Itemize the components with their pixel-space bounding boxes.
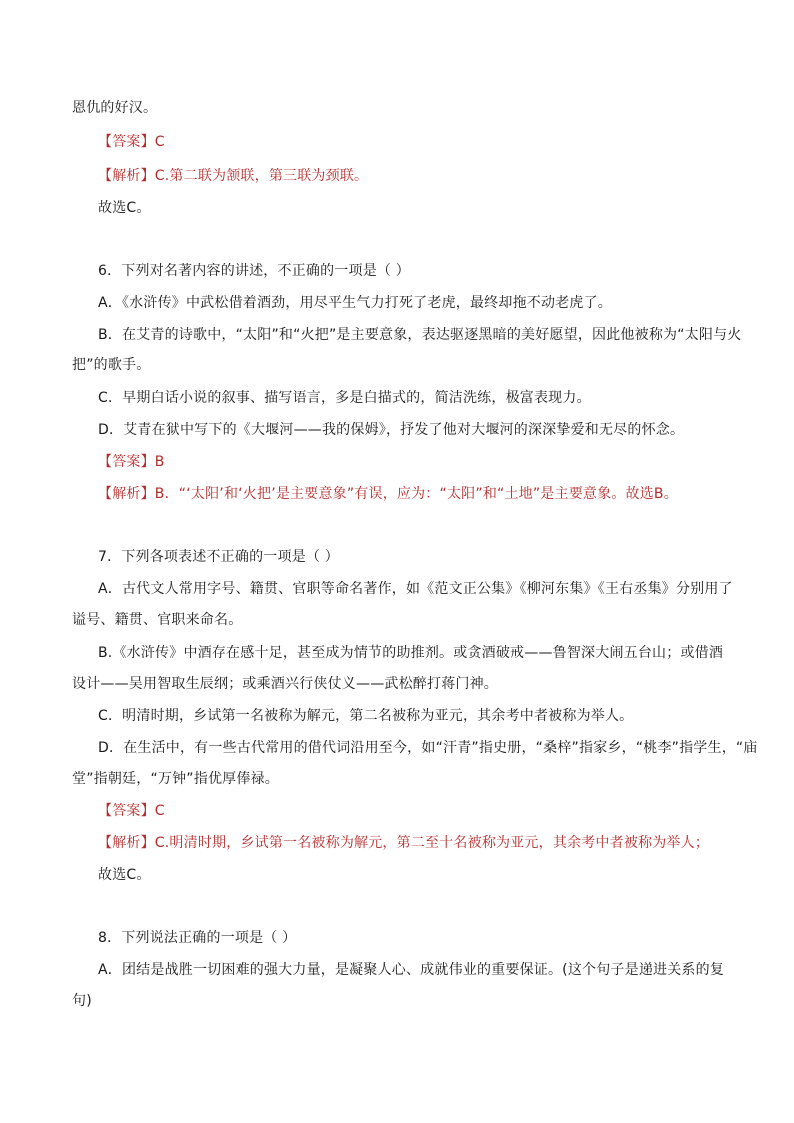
q7-option-c: C．明清时期，乡试第一名被称为解元，第二名被称为亚元，其余考中者被称为举人。	[98, 708, 634, 724]
q7-option-d-line1: D．在生活中，有一些古代常用的借代词沿用至今，如“汗青”指史册，“桑梓”指家乡，“桃李”指学生，“庙	[98, 740, 758, 756]
q7-option-d-line2: 堂”指朝廷，“万钟”指优厚俸禄。	[72, 771, 279, 787]
q6-option-b-line2: 把”的歌手。	[72, 357, 151, 373]
q6-analysis: 【解析】B．“‘太阳’和‘火把’是主要意象”有误，应为：“太阳”和“土地”是主要意象。故选B。	[98, 486, 678, 502]
q6-answer: 【答案】B	[98, 454, 165, 470]
q8-option-a-line2: 句)	[72, 993, 92, 1009]
q6-option-c: C．早期白话小说的叙事、描写语言，多是白描式的，简洁洗练，极富表现力。	[98, 390, 591, 406]
q5-conclusion: 故选C。	[98, 200, 151, 216]
q6-option-a: A．《水浒传》中武松借着酒劲，用尽平生气力打死了老虎，最终却拖不动老虎了。	[98, 295, 612, 311]
q7-option-a-line2: 谥号、籍贯、官职来命名。	[72, 612, 243, 628]
q6-option-d: D．艾青在狱中写下的《大堰河——我的保姆》，抒发了他对大堰河的深深挚爱和无尽的怀念。	[98, 422, 685, 438]
q7-answer: 【答案】C	[98, 803, 165, 819]
q7-stem: 7．下列各项表述不正确的一项是（ ）	[98, 549, 339, 565]
q6-option-b-line1: B．在艾青的诗歌中，“太阳”和“火把”是主要意象，表达驱逐黑暗的美好愿望，因此他被称为“太阳与火	[98, 327, 742, 343]
q8-option-a-line1: A．团结是战胜一切困难的强大力量，是凝聚人心、成就伟业的重要保证。(这个句子是递进关系的复	[98, 962, 725, 978]
q7-analysis: 【解析】C.明清时期，乡试第一名被称为解元，第二至十名被称为亚元，其余考中者被称为举人；	[98, 835, 710, 851]
q7-conclusion: 故选C。	[98, 867, 151, 883]
q8-stem: 8．下列说法正确的一项是（ ）	[98, 930, 297, 946]
q5-answer: 【答案】C	[98, 134, 165, 150]
q6-stem: 6．下列对名著内容的讲述，不正确的一项是（ ）	[98, 263, 410, 279]
q7-option-a-line1: A．古代文人常用字号、籍贯、官职等命名著作，如《范文正公集》《柳河东集》《王右丞集》分别用了	[98, 581, 733, 597]
q7-option-b-line1: B.《水浒传》中酒存在感十足，甚至成为情节的助推剂。或贪酒破戒——鲁智深大闹五台山；或借酒	[98, 645, 724, 661]
continuation-text: 恩仇的好汉。	[72, 100, 158, 116]
q5-analysis: 【解析】C.第二联为颔联，第三联为颈联。	[98, 168, 369, 184]
q7-option-b-line2: 设计——吴用智取生辰纲；或乘酒兴行侠仗义——武松醉打蒋门神。	[72, 676, 498, 692]
